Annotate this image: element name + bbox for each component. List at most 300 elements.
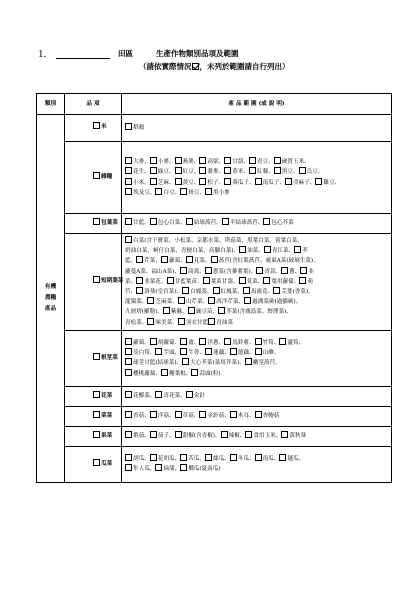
range-item: 蕎麥、 bbox=[199, 169, 224, 175]
range-item: 紫蘇、 bbox=[163, 309, 188, 315]
range-item: 山芹菜、 bbox=[178, 299, 208, 305]
range-item: 甜椒(含青椒)、 bbox=[175, 433, 221, 439]
table-row bbox=[37, 214, 392, 234]
checkbox-icon[interactable] bbox=[180, 464, 187, 471]
checkbox-icon[interactable] bbox=[125, 236, 132, 243]
checkbox-icon[interactable] bbox=[93, 459, 100, 466]
range-item: 番茄、 bbox=[125, 433, 150, 439]
range-cell bbox=[122, 142, 392, 214]
range-cell bbox=[122, 234, 392, 331]
range-item: 九層塔(羅勒)、 bbox=[125, 309, 163, 316]
checkbox-icon[interactable] bbox=[243, 287, 250, 294]
range-item: 嫩莖萵苣、 bbox=[245, 360, 281, 366]
table-row bbox=[37, 115, 392, 142]
checkbox-icon[interactable] bbox=[163, 307, 170, 314]
range-item: 洛葵(皇宮菜)、 bbox=[136, 289, 182, 295]
checkbox-icon[interactable] bbox=[294, 246, 301, 253]
range-item: 杏鮑菇 bbox=[255, 413, 280, 419]
range-item: 龍鬚菜、 bbox=[125, 299, 148, 306]
range-item: 豌豆苗、 bbox=[188, 309, 218, 315]
range-item: 白菜(含千寶菜、小松菜、京都水菜、塔菇菜、黑葉白菜、荷葉白菜、 bbox=[125, 238, 303, 244]
item-label: 根莖菜 bbox=[101, 354, 118, 361]
checkbox-icon[interactable] bbox=[155, 348, 162, 355]
range-item: 黃秋葵 bbox=[281, 433, 306, 439]
checkbox-icon[interactable] bbox=[150, 411, 157, 418]
checkbox-icon[interactable] bbox=[199, 167, 206, 174]
checkbox-icon[interactable] bbox=[213, 287, 220, 294]
range-item: 蘆筍、 bbox=[279, 340, 304, 346]
checkbox-icon[interactable] bbox=[300, 267, 307, 274]
checkbox-icon[interactable] bbox=[245, 358, 252, 365]
range-item: 莧菜、 bbox=[239, 279, 264, 285]
range-item: 高粱、 bbox=[199, 159, 224, 165]
range-item: 味美菜、 bbox=[147, 320, 177, 326]
checkbox-icon[interactable] bbox=[180, 348, 187, 355]
checkbox-icon[interactable] bbox=[93, 172, 100, 179]
range-item: 羽衣甘藍 bbox=[178, 320, 208, 326]
range-item: 過溝菜蕨(過貓蕨)、 bbox=[244, 299, 301, 305]
table-row bbox=[37, 234, 392, 331]
range-item: 馬齒莧、 bbox=[243, 289, 273, 295]
range-item: 蔥菜(含蕃薯葉)、 bbox=[205, 269, 257, 275]
checkbox-icon[interactable] bbox=[249, 167, 256, 174]
checkbox-icon[interactable] bbox=[93, 391, 100, 398]
checkbox-icon[interactable] bbox=[239, 277, 246, 284]
item-cell bbox=[65, 406, 122, 426]
checkbox-icon[interactable] bbox=[150, 178, 157, 185]
item-cell bbox=[65, 330, 122, 386]
checkbox-icon[interactable] bbox=[125, 338, 132, 345]
checkbox-icon[interactable] bbox=[191, 369, 198, 376]
range-item: 馬鈴薯、 bbox=[224, 340, 254, 346]
range-item: 韭菜花、 bbox=[136, 279, 166, 285]
range-item: 茭白筍、 bbox=[125, 350, 155, 356]
range-line bbox=[125, 287, 389, 297]
range-item: 胡蘿蔔、 bbox=[150, 340, 180, 346]
checkbox-icon[interactable] bbox=[125, 464, 132, 471]
section-subtitle: （請依實際情況 ，未列於範圍請自行列出） bbox=[139, 62, 290, 71]
checkbox-icon[interactable] bbox=[161, 369, 168, 376]
range-item: 油菜、 bbox=[239, 248, 264, 254]
range-line bbox=[125, 123, 389, 133]
checkbox-icon[interactable] bbox=[182, 287, 189, 294]
item-cell bbox=[65, 214, 122, 234]
range-item: 蓮藕、 bbox=[230, 350, 255, 356]
range-item: 小米、 bbox=[125, 180, 150, 186]
range-item: 葉菜甘藷、 bbox=[203, 279, 239, 285]
range-line bbox=[125, 338, 389, 348]
checkbox-icon[interactable] bbox=[175, 431, 182, 438]
checkbox-icon[interactable] bbox=[125, 369, 132, 376]
range-item: 芝麻菜、 bbox=[147, 299, 177, 305]
range-item: 青松菜、 bbox=[125, 319, 148, 326]
checkbox-icon[interactable] bbox=[125, 454, 132, 461]
range-item: 青花菜、 bbox=[155, 393, 185, 399]
range-line bbox=[125, 411, 389, 421]
table-row bbox=[37, 330, 392, 386]
table-row bbox=[37, 142, 392, 214]
checkbox-icon[interactable] bbox=[224, 338, 231, 345]
checkbox-icon[interactable] bbox=[182, 358, 189, 365]
range-cell bbox=[122, 446, 392, 482]
checkbox-icon[interactable] bbox=[93, 122, 100, 129]
range-item: 青江菜、 bbox=[264, 248, 294, 254]
range-item: 洋蔥、 bbox=[199, 340, 224, 346]
range-item: 松子、 bbox=[199, 180, 224, 186]
checkbox-icon[interactable] bbox=[180, 338, 187, 345]
range-item: 蒜頭(粒) bbox=[191, 371, 220, 377]
range-item: 薑、 bbox=[180, 340, 199, 346]
checkbox-icon[interactable] bbox=[255, 338, 262, 345]
range-item: 球莖甘藍(結球菜)、 bbox=[125, 360, 182, 366]
range-item: 食用玉米、 bbox=[245, 433, 281, 439]
table-row bbox=[37, 406, 392, 426]
range-item: 絲瓜、 bbox=[205, 456, 230, 462]
checkbox-icon[interactable] bbox=[136, 287, 143, 294]
checkbox-icon[interactable] bbox=[186, 256, 193, 263]
range-item: 綠豆、 bbox=[150, 169, 175, 175]
checkbox-icon[interactable] bbox=[264, 246, 271, 253]
range-item: 木耳、 bbox=[230, 413, 255, 419]
range-item: 青蒜、 bbox=[256, 269, 281, 275]
range-item: 越瓜、 bbox=[279, 456, 304, 462]
range-item: 辣椒、 bbox=[221, 433, 246, 439]
checkbox-icon[interactable] bbox=[245, 431, 252, 438]
checkbox-icon[interactable] bbox=[199, 178, 206, 185]
checkbox-icon[interactable] bbox=[315, 178, 322, 185]
checkbox-icon[interactable] bbox=[205, 267, 212, 274]
checkbox-icon[interactable] bbox=[93, 218, 100, 225]
range-item: 苣、 bbox=[125, 289, 137, 296]
checkbox-icon[interactable] bbox=[125, 411, 132, 418]
range-cell bbox=[122, 115, 392, 142]
checkbox-icon[interactable] bbox=[147, 297, 154, 304]
checkbox-icon[interactable] bbox=[150, 454, 157, 461]
range-item: 烏豆、 bbox=[299, 169, 324, 175]
checkbox-icon[interactable] bbox=[93, 353, 100, 360]
item-cell bbox=[65, 142, 122, 214]
checkbox-icon[interactable] bbox=[150, 157, 157, 164]
range-item: 櫛瓜(夏南瓜) bbox=[180, 466, 220, 472]
checkbox-icon[interactable] bbox=[224, 157, 231, 164]
range-line bbox=[125, 256, 389, 266]
checkbox-icon[interactable] bbox=[178, 318, 185, 325]
range-item: 花胡瓜、 bbox=[150, 456, 180, 462]
checkbox-icon[interactable] bbox=[155, 188, 162, 195]
range-item: 南瓜子、 bbox=[255, 180, 285, 186]
range-item: 冬瓜、 bbox=[230, 456, 255, 462]
range-item: 紅鳳菜、 bbox=[213, 289, 243, 295]
checkbox-icon[interactable] bbox=[188, 307, 195, 314]
checkbox-icon[interactable] bbox=[125, 123, 132, 130]
range-item: 花椰菜、 bbox=[125, 393, 155, 399]
range-item: 芝麻、 bbox=[150, 180, 175, 186]
range-item: 包心白菜、 bbox=[150, 220, 186, 226]
range-line bbox=[125, 454, 389, 464]
range-item: 牛蒡、 bbox=[180, 350, 205, 356]
checkbox-icon[interactable] bbox=[205, 188, 212, 195]
range-item: 亞麻子、 bbox=[285, 180, 315, 186]
category-cell: 有機 農糧 產品 bbox=[37, 115, 65, 483]
checkbox-icon[interactable] bbox=[93, 431, 100, 438]
range-item: 洋菇、 bbox=[150, 413, 175, 419]
section-title: 生產作物類別品項及範圍 bbox=[156, 49, 239, 58]
checkbox-icon[interactable] bbox=[186, 391, 193, 398]
range-item: 蔥、 bbox=[281, 269, 300, 275]
checkbox-icon[interactable] bbox=[263, 277, 270, 284]
item-label: 瓜菜 bbox=[101, 460, 113, 467]
header-item: 品 項 bbox=[65, 94, 122, 115]
checkbox-icon[interactable] bbox=[136, 277, 143, 284]
range-cell bbox=[122, 426, 392, 446]
checkbox-icon[interactable] bbox=[208, 297, 215, 304]
checkbox-icon[interactable] bbox=[274, 157, 281, 164]
item-cell bbox=[65, 115, 122, 142]
range-item: 南瓜、 bbox=[255, 456, 280, 462]
item-label: 花菜 bbox=[101, 392, 113, 399]
range-line bbox=[125, 157, 389, 167]
range-item: 青豆、 bbox=[249, 159, 274, 165]
checkbox-icon[interactable] bbox=[230, 411, 237, 418]
checkbox-icon[interactable] bbox=[93, 276, 100, 283]
checkbox-icon[interactable] bbox=[199, 338, 206, 345]
checkbox-icon[interactable] bbox=[175, 157, 182, 164]
range-item: 葵瓜子、 bbox=[224, 180, 254, 186]
range-line bbox=[125, 318, 389, 328]
range-item: 西洋芹菜、 bbox=[208, 299, 244, 305]
checkbox-icon[interactable] bbox=[175, 178, 182, 185]
checkbox-icon[interactable] bbox=[239, 246, 246, 253]
range-line bbox=[125, 246, 389, 256]
range-item: 花生、 bbox=[125, 169, 150, 175]
range-item: 扁蒲、 bbox=[155, 466, 180, 472]
range-item: 斑豆、 bbox=[180, 190, 205, 196]
checkbox-icon[interactable] bbox=[199, 157, 206, 164]
range-item: 青油菜 bbox=[208, 320, 233, 326]
section-number: 1. bbox=[38, 48, 47, 60]
header-range: 產 品 範 圍 (或 說 明) bbox=[122, 94, 392, 115]
checkbox-icon[interactable] bbox=[222, 218, 229, 225]
range-item: 茄子、 bbox=[150, 433, 175, 439]
range-item: 紅藜、 bbox=[249, 169, 274, 175]
checkbox-icon[interactable] bbox=[285, 178, 292, 185]
checkbox-icon[interactable] bbox=[279, 338, 286, 345]
range-item: 萵苣(含紅葉萵苣、廣東A菜(玻璃生菜)、 bbox=[211, 258, 319, 264]
checkbox-icon[interactable] bbox=[147, 318, 154, 325]
item-label: 短期葉菜 bbox=[101, 278, 124, 285]
table-header-row bbox=[37, 94, 392, 115]
checkbox-icon[interactable] bbox=[199, 411, 206, 418]
range-line bbox=[125, 431, 389, 441]
checkbox-icon[interactable] bbox=[205, 454, 212, 461]
range-item: 韭 bbox=[300, 269, 314, 275]
checkbox-icon[interactable] bbox=[125, 157, 132, 164]
checkbox-icon[interactable] bbox=[155, 464, 162, 471]
range-item: 甘藷、 bbox=[224, 159, 249, 165]
range-item: 蓮藕、 bbox=[205, 350, 230, 356]
range-item: 山藥、 bbox=[255, 350, 280, 356]
item-label: 雜糧 bbox=[101, 173, 113, 180]
checkbox-icon[interactable] bbox=[255, 348, 262, 355]
checkbox-icon[interactable] bbox=[255, 411, 262, 418]
checkbox-icon[interactable] bbox=[180, 454, 187, 461]
range-item: 蘿蔔、 bbox=[125, 340, 150, 346]
range-line bbox=[125, 167, 389, 177]
range-item: 蘿蔓A菜、福山A菜)、 bbox=[125, 268, 181, 275]
range-item: 燕麥、 bbox=[175, 159, 200, 165]
range-item: 小麥、 bbox=[150, 159, 175, 165]
checkbox-icon[interactable] bbox=[279, 454, 286, 461]
checkbox-icon[interactable] bbox=[230, 348, 237, 355]
checkbox-icon[interactable] bbox=[205, 348, 212, 355]
checkbox-icon[interactable] bbox=[125, 188, 132, 195]
range-item: 雞豆、 bbox=[315, 180, 340, 186]
range-item: 甘藍、 bbox=[125, 220, 150, 226]
range-item: 黑小麥 bbox=[205, 190, 230, 196]
checkbox-icon[interactable] bbox=[125, 391, 132, 398]
range-item: 莧菜、 bbox=[186, 258, 211, 264]
range-line bbox=[125, 391, 389, 401]
range-item: 苦瓜、 bbox=[180, 456, 205, 462]
checkbox-icon[interactable] bbox=[299, 277, 306, 284]
item-label: 包葉菜 bbox=[101, 219, 118, 226]
checkbox-icon[interactable] bbox=[125, 218, 132, 225]
range-line bbox=[125, 369, 389, 379]
item-cell bbox=[65, 234, 122, 331]
range-line bbox=[125, 348, 389, 358]
checkbox-icon[interactable] bbox=[186, 218, 193, 225]
checkbox-icon[interactable] bbox=[249, 157, 256, 164]
range-item: 金針 bbox=[186, 393, 205, 399]
checkbox-icon[interactable] bbox=[273, 287, 280, 294]
range-item: 芹菜、 bbox=[136, 258, 161, 264]
range-item: 榭葉根、 bbox=[161, 371, 191, 377]
range-item: 蘿蔔、 bbox=[161, 258, 186, 264]
checkbox-icon[interactable] bbox=[281, 267, 288, 274]
area-label: 田區 bbox=[118, 49, 133, 58]
checkbox-icon[interactable] bbox=[256, 267, 263, 274]
range-item: 埃及豆、 bbox=[125, 190, 155, 196]
checkbox-icon[interactable] bbox=[255, 178, 262, 185]
range-item: 大麥、 bbox=[125, 159, 150, 165]
range-item: 半結球萵苣、 bbox=[222, 220, 264, 226]
checkbox-icon[interactable] bbox=[161, 256, 168, 263]
range-item: 大心芥菜(菜用芥菜)、 bbox=[182, 360, 245, 366]
checkbox-icon[interactable] bbox=[136, 256, 143, 263]
range-line bbox=[125, 218, 389, 228]
range-line bbox=[125, 277, 389, 287]
range-item: 稻穀 bbox=[125, 125, 144, 131]
table-row bbox=[37, 426, 392, 446]
range-line bbox=[125, 188, 389, 198]
checkbox-icon[interactable] bbox=[125, 348, 132, 355]
range-item: 硬質玉米、 bbox=[274, 159, 310, 165]
range-item: 紅豆、 bbox=[175, 169, 200, 175]
checkbox-icon[interactable] bbox=[93, 411, 100, 418]
range-line bbox=[125, 307, 389, 317]
checkbox-icon[interactable] bbox=[211, 256, 218, 263]
range-item: 芥菜(含廣島菜、野澤菜)、 bbox=[218, 309, 292, 315]
item-cell bbox=[65, 426, 122, 446]
checkbox-icon[interactable] bbox=[263, 218, 270, 225]
checkbox-icon[interactable] bbox=[150, 218, 157, 225]
area-blank-line[interactable] bbox=[56, 58, 110, 59]
range-item: 甘藍葉苗、 bbox=[167, 279, 203, 285]
range-item: 草菇、 bbox=[175, 413, 200, 419]
checkbox-icon[interactable] bbox=[180, 188, 187, 195]
checkbox-icon[interactable] bbox=[230, 454, 237, 461]
checkbox-icon[interactable] bbox=[125, 167, 132, 174]
range-line bbox=[125, 358, 389, 368]
checkbox-icon[interactable] bbox=[125, 178, 132, 185]
checkbox-icon[interactable] bbox=[175, 167, 182, 174]
range-item: 金針菇、 bbox=[199, 413, 229, 419]
checkbox-icon[interactable] bbox=[180, 267, 187, 274]
range-item: 葉用蘿蔔、 bbox=[263, 279, 299, 285]
item-label: 果菜 bbox=[101, 432, 113, 439]
checkbox-icon[interactable] bbox=[150, 431, 157, 438]
checkbox-icon[interactable] bbox=[203, 277, 210, 284]
checkbox-icon[interactable] bbox=[244, 297, 251, 304]
checkbox-icon[interactable] bbox=[150, 167, 157, 174]
checkbox-icon[interactable] bbox=[178, 297, 185, 304]
checkbox-icon[interactable] bbox=[208, 318, 215, 325]
range-line bbox=[125, 178, 389, 188]
range-item: 薏米、 bbox=[224, 169, 249, 175]
item-label: 菜菜 bbox=[101, 412, 113, 419]
header-category: 類別 bbox=[37, 94, 65, 115]
range-item: 白豆、 bbox=[155, 190, 180, 196]
range-line bbox=[125, 464, 389, 474]
range-item: 結球萵苣、 bbox=[186, 220, 222, 226]
checkbox-icon[interactable] bbox=[274, 167, 281, 174]
range-item: 藍、 bbox=[125, 258, 137, 265]
range-item: 黑豆、 bbox=[274, 169, 299, 175]
checkbox-icon[interactable] bbox=[150, 338, 157, 345]
checkbox-icon[interactable] bbox=[125, 358, 132, 365]
range-item: 胡瓜、 bbox=[125, 456, 150, 462]
checked-box-icon bbox=[192, 63, 199, 70]
range-item: 白鳳菜、 bbox=[182, 289, 212, 295]
range-cell bbox=[122, 330, 392, 386]
range-item: 萌 bbox=[299, 279, 313, 285]
range-cell bbox=[122, 214, 392, 234]
range-item: 包心芥菜 bbox=[263, 220, 293, 226]
checkbox-icon[interactable] bbox=[125, 431, 132, 438]
range-item: 隼人瓜、 bbox=[125, 466, 155, 472]
checkbox-icon[interactable] bbox=[224, 178, 231, 185]
checkbox-icon[interactable] bbox=[255, 454, 262, 461]
checkbox-icon[interactable] bbox=[167, 277, 174, 284]
checkbox-icon[interactable] bbox=[221, 431, 228, 438]
range-line bbox=[125, 297, 389, 307]
checkbox-icon[interactable] bbox=[224, 167, 231, 174]
table-row bbox=[37, 386, 392, 406]
item-label: 米 bbox=[101, 124, 107, 131]
range-item: 芥 bbox=[294, 248, 308, 254]
range-cell bbox=[122, 386, 392, 406]
table-row bbox=[37, 446, 392, 482]
section-header bbox=[38, 44, 398, 84]
checkbox-icon[interactable] bbox=[281, 431, 288, 438]
range-cell bbox=[122, 406, 392, 426]
checkbox-icon[interactable] bbox=[155, 391, 162, 398]
range-line bbox=[125, 236, 389, 246]
checkbox-icon[interactable] bbox=[299, 167, 306, 174]
checkbox-icon[interactable] bbox=[218, 307, 225, 314]
checkbox-icon[interactable] bbox=[175, 411, 182, 418]
range-item: 香菇、 bbox=[125, 413, 150, 419]
